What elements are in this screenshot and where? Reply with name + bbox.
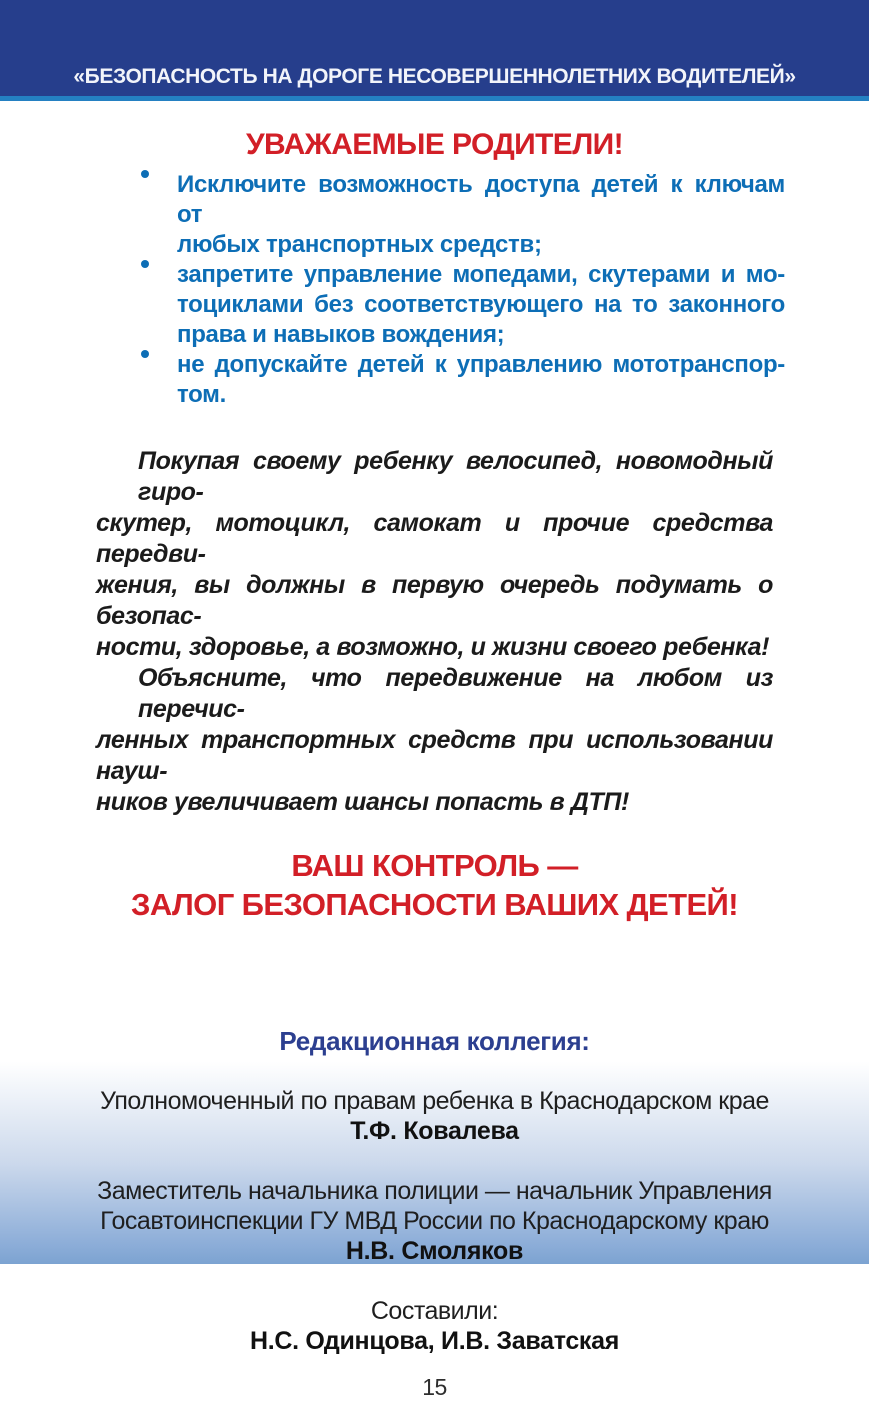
bullet-dot-icon — [84, 170, 177, 260]
appeal-heading: УВАЖАЕМЫЕ РОДИТЕЛИ! — [245, 128, 624, 161]
person-role: Заместитель начальника полиции — начальник Управления — [97, 1177, 772, 1205]
paragraph-line: Объясните, что передвижение на любом из перечис- — [138, 664, 773, 723]
paragraph-line: жения, вы должны в первую очередь подумать о безопас- — [96, 571, 773, 630]
paragraph-line: Покупая своему ребенку велосипед, новомодный гиро- — [138, 447, 773, 506]
composed-by-label: Составили: — [370, 1297, 499, 1325]
person-name: Т.Ф. Ковалева — [350, 1117, 519, 1145]
editorial-entry — [84, 1086, 785, 1146]
page-number: 15 — [422, 1374, 447, 1400]
composed-by-names: Н.С. Одинцова, И.В. Заватская — [249, 1327, 620, 1355]
paragraph-line: ленных транспортных средств при использовании науш- — [96, 726, 773, 785]
list-item-text: том. — [177, 381, 227, 408]
list-item-text: Исключите возможность доступа детей к ключам от — [177, 171, 785, 228]
list-item-text: любых транспортных средств; — [177, 231, 542, 258]
list-item-text: запретите управление мопедами, скутерами и мо- — [177, 261, 785, 288]
list-item — [84, 260, 785, 350]
paragraph-line: ности, здоровье, а возможно, и жизни своего ребенка! — [96, 633, 770, 661]
parent-advice-list — [84, 170, 785, 410]
composed-by-block — [84, 1296, 785, 1356]
control-slogan — [84, 846, 785, 924]
advice-paragraphs — [84, 446, 785, 818]
bullet-dot-icon — [84, 260, 177, 350]
page-content — [0, 101, 869, 1400]
list-item-text: не допускайте детей к управлению мототранспор- — [177, 351, 785, 378]
paragraph-line: ников увеличивает шансы попасть в ДТП! — [96, 788, 629, 816]
editorial-entry — [84, 1176, 785, 1266]
list-item — [84, 170, 785, 260]
person-name: Н.В. Смоляков — [345, 1237, 524, 1265]
bullet-dot-icon — [84, 350, 177, 410]
advice-paragraph — [96, 663, 773, 818]
list-item-text: права и навыков вождения; — [177, 321, 505, 348]
list-item — [84, 350, 785, 410]
slogan-line: ЗАЛОГ БЕЗОПАСНОСТИ ВАШИХ ДЕТЕЙ! — [131, 887, 738, 922]
list-item-text: тоциклами без соответствующего на то законного — [177, 291, 785, 318]
page-title-banner: «БЕЗОПАСНОСТЬ НА ДОРОГЕ НЕСОВЕРШЕННОЛЕТНИХ ВОДИТЕЛЕЙ» — [73, 65, 796, 88]
paragraph-line: скутер, мотоцикл, самокат и прочие средства передви- — [96, 509, 773, 568]
editorial-board-heading: Редакционная коллегия: — [279, 1026, 590, 1056]
person-role: Госавтоинспекции ГУ МВД России по Краснодарскому краю — [100, 1207, 769, 1235]
person-role: Уполномоченный по правам ребенка в Краснодарском крае — [100, 1087, 769, 1115]
header-band — [0, 0, 869, 96]
advice-paragraph — [96, 446, 773, 663]
slogan-line: ВАШ КОНТРОЛЬ — — [291, 848, 578, 883]
